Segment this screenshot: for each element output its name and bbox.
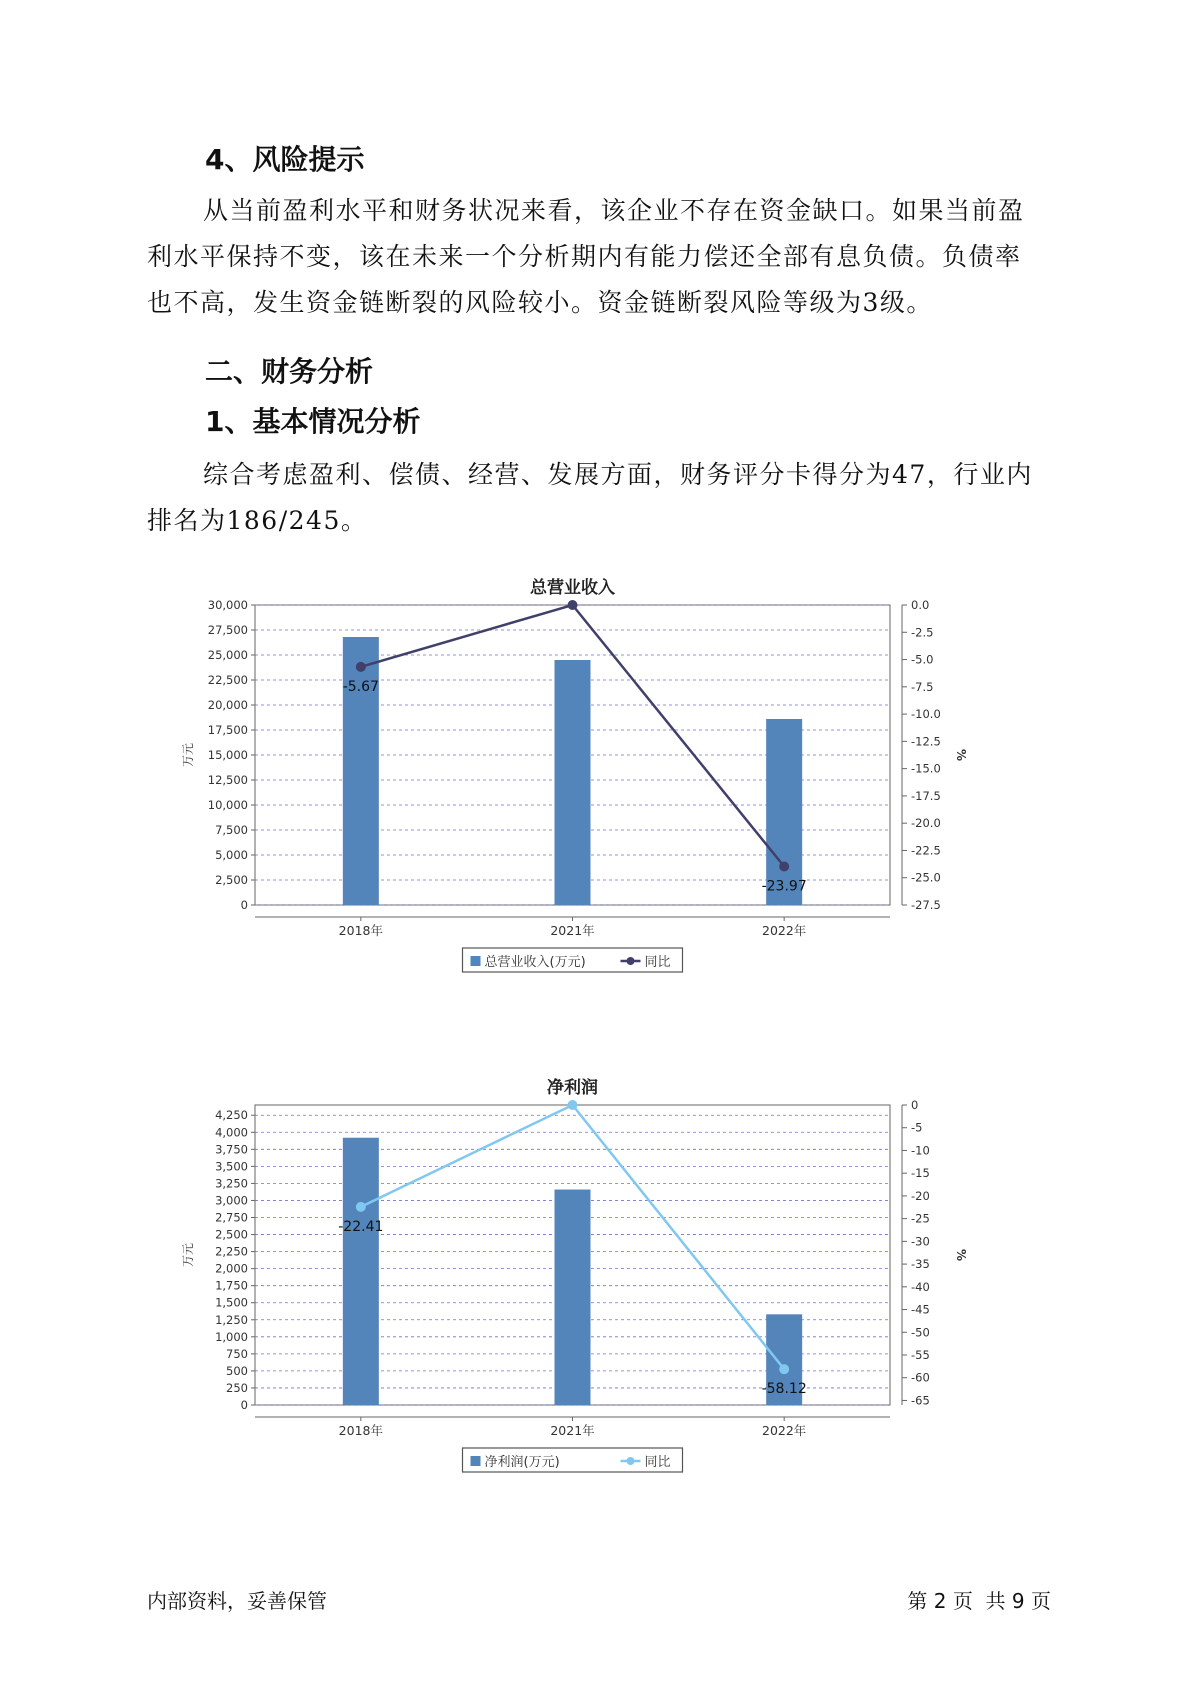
y-left-tick-label: 15,000 <box>207 748 248 762</box>
bar <box>766 719 802 905</box>
y-left-tick-label: 27,500 <box>207 623 248 637</box>
y-left-tick-label: 10,000 <box>207 798 248 812</box>
risk-heading: 4、风险提示 <box>205 143 365 176</box>
y-left-tick-label: 3,500 <box>215 1159 248 1174</box>
line-point <box>356 662 366 672</box>
y-left-tick-label: 4,000 <box>215 1125 248 1140</box>
legend-bar-label: 总营业收入(万元) <box>484 955 586 970</box>
y-left-tick-label: 1,500 <box>215 1295 248 1310</box>
legend-bar-swatch <box>471 956 481 966</box>
y-left-tick-label: 3,750 <box>215 1142 248 1157</box>
bar <box>343 1138 379 1405</box>
footer-confidential: 内部资料，妥善保管 <box>147 1589 327 1613</box>
y-right-tick-label: -55 <box>911 1348 930 1362</box>
y-right-tick-label: -2.5 <box>911 625 934 640</box>
y-left-tick-label: 2,500 <box>215 1227 248 1242</box>
y-right-tick-label: -10.0 <box>911 707 941 722</box>
y-left-tick-label: 22,500 <box>207 673 248 687</box>
y-left-tick-label: 750 <box>226 1346 248 1361</box>
y-left-tick-label: 4,250 <box>215 1108 248 1123</box>
legend-bar-label: 净利润(万元) <box>484 1455 560 1470</box>
y-left-tick-label: 250 <box>226 1380 248 1395</box>
legend-bar-swatch <box>471 1456 481 1466</box>
y-left-tick-label: 1,000 <box>215 1329 248 1344</box>
y-left-tick-label: 2,750 <box>215 1210 248 1225</box>
bar <box>343 637 379 905</box>
chart-title: 净利润 <box>547 1078 598 1098</box>
y-left-axis-label: 万元 <box>181 1242 195 1268</box>
y-right-tick-label: 0.0 <box>911 598 930 612</box>
net-profit-chart-svg <box>170 1075 1050 1535</box>
y-left-tick-label: 1,250 <box>215 1312 248 1327</box>
basic-analysis-heading: 1、基本情况分析 <box>205 405 421 438</box>
x-tick-label: 2022年 <box>762 1423 807 1438</box>
y-right-tick-label: -10 <box>911 1143 930 1158</box>
y-right-tick-label: -15 <box>911 1166 930 1181</box>
risk-paragraph: 从当前盈利水平和财务状况来看，该企业不存在资金缺口。如果当前盈利水平保持不变，该在未来一个分析期内有能力偿还全部有息负债。负债率也不高，发生资金链断裂的风险较小。资金链断裂风险等级为3级。 <box>147 196 1025 317</box>
footer-page-number: 第 2 页 共 9 页 <box>907 1589 1051 1613</box>
y-right-tick-label: -60 <box>911 1370 930 1385</box>
y-right-tick-label: -30 <box>911 1234 930 1249</box>
y-left-tick-label: 0 <box>240 1398 248 1412</box>
legend-line-label: 同比 <box>644 955 671 970</box>
y-left-tick-label: 2,500 <box>215 873 248 887</box>
y-left-tick-label: 3,250 <box>215 1176 248 1191</box>
y-left-tick-label: 2,250 <box>215 1244 248 1259</box>
y-right-tick-label: -5.0 <box>911 652 934 667</box>
point-label: -58.12 <box>761 1381 807 1398</box>
y-left-tick-label: 30,000 <box>207 598 248 612</box>
bar <box>555 660 591 905</box>
revenue-chart-svg <box>170 575 1050 1035</box>
x-tick-label: 2018年 <box>338 923 383 938</box>
y-left-tick-label: 5,000 <box>215 848 248 862</box>
finance-paragraph: 综合考虑盈利、偿债、经营、发展方面，财务评分卡得分为47，行业内排名为186/245。 <box>147 460 1033 535</box>
legend-line-marker <box>627 1457 635 1465</box>
chart-title: 总营业收入 <box>530 578 615 598</box>
net-profit-chart <box>170 1075 1050 1535</box>
y-left-tick-label: 2,000 <box>215 1261 248 1276</box>
y-right-tick-label: -17.5 <box>911 788 941 803</box>
y-left-tick-label: 500 <box>226 1363 248 1378</box>
y-right-tick-label: -50 <box>911 1325 930 1340</box>
x-tick-label: 2021年 <box>550 1423 595 1438</box>
y-left-axis-label: 万元 <box>181 742 195 768</box>
y-left-tick-label: 0 <box>240 898 248 912</box>
y-right-axis-label: % <box>954 748 968 762</box>
legend-line-marker <box>627 957 635 965</box>
y-right-tick-label: -7.5 <box>911 679 934 694</box>
y-right-tick-label: -15.0 <box>911 761 941 776</box>
y-right-tick-label: -22.5 <box>911 843 941 858</box>
y-right-tick-label: -20.0 <box>911 816 941 831</box>
y-left-tick-label: 7,500 <box>215 823 248 837</box>
y-right-tick-label: -25.0 <box>911 870 941 885</box>
y-left-tick-label: 3,000 <box>215 1193 248 1208</box>
revenue-chart <box>170 575 1050 1035</box>
y-right-tick-label: -27.5 <box>911 898 941 912</box>
x-tick-label: 2018年 <box>338 1423 383 1438</box>
y-right-tick-label: 0 <box>911 1098 919 1112</box>
point-label: -23.97 <box>761 878 807 895</box>
y-right-tick-label: -12.5 <box>911 734 941 749</box>
y-left-tick-label: 25,000 <box>207 648 248 662</box>
y-left-tick-label: 1,750 <box>215 1278 248 1293</box>
y-right-tick-label: -20 <box>911 1188 930 1203</box>
y-right-tick-label: -25 <box>911 1211 930 1226</box>
bar <box>555 1190 591 1405</box>
y-left-tick-label: 12,500 <box>207 773 248 787</box>
legend-line-label: 同比 <box>644 1455 671 1470</box>
line-point <box>779 1364 789 1374</box>
line-point <box>779 861 789 871</box>
y-right-tick-label: -45 <box>911 1302 930 1317</box>
line-point <box>356 1202 366 1212</box>
line-point <box>568 1100 578 1110</box>
x-tick-label: 2021年 <box>550 923 595 938</box>
y-right-tick-label: -40 <box>911 1279 930 1294</box>
line-point <box>568 600 578 610</box>
y-left-tick-label: 20,000 <box>207 698 248 712</box>
point-label: -5.67 <box>342 678 379 695</box>
finance-heading: 二、财务分析 <box>205 355 374 388</box>
y-right-axis-label: % <box>954 1248 968 1262</box>
y-right-tick-label: -65 <box>911 1393 930 1408</box>
point-label: -22.41 <box>338 1218 384 1235</box>
y-left-tick-label: 17,500 <box>207 723 248 737</box>
y-right-tick-label: -35 <box>911 1257 930 1272</box>
y-right-tick-label: -5 <box>911 1120 923 1135</box>
x-tick-label: 2022年 <box>762 923 807 938</box>
